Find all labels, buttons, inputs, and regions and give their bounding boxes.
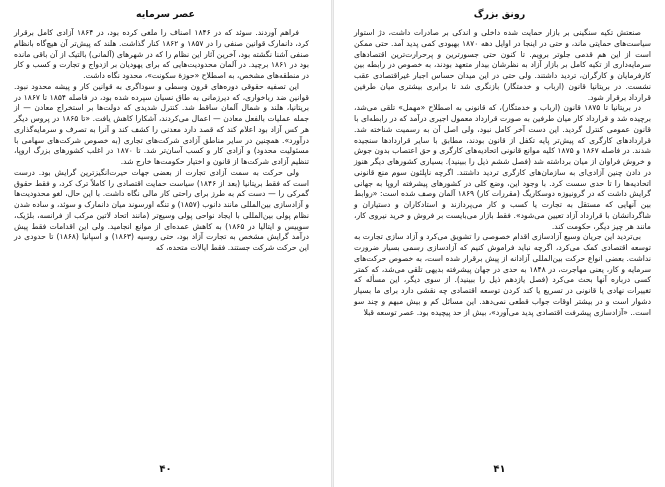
page-number-right: ۴۱: [493, 464, 506, 475]
page-number-left: ۴۰: [159, 464, 172, 475]
paragraph: صنعتش تکیه سنگینی بر بازار حمایت شده داخلی و اندکی بر صادرات داشت، دژ استوار سیاست‌های حمایتی ماند، و حتی در اینجا در اوایل دهه ۱۸۷۰ بهبودی کمی پدید آمد. حتی ممکن است از این هم قدمی جلوتر برویم. تا کنون حتی جسورترین و پرحرارت‌ترین اقتصادهای سرمایه‌داری از تکیه کامل بر بازار آزاد به نظرشان بیدار متعهد بودند، به خصوص در رابطه بین کارفرمایان و کارگران، تردید داشتند. ولی حتی در این میدان حساس اجبار غیراقتصادی عقب نشست. در بریتانیا قانون (ارباب و خدمتگار) بازنگری شد تا برابری بیشتری میان طرفین قرارداد برقرار شود.: [354, 28, 651, 102]
running-head-right: رونق بزرگ: [473, 9, 526, 20]
right-page: [334, 0, 665, 487]
left-page: [0, 0, 331, 487]
left-page-body: [14, 28, 309, 254]
right-page-body: [354, 28, 651, 318]
running-head-left: عصر سرمایه: [135, 9, 196, 20]
paragraph: فراهم آوردند. سوئد که در ۱۸۴۶ اصناف را ملغی کرده بود، در ۱۸۶۴ آزادی کامل برقرار کرد، دانمارک قوانین صنفی را در ۱۸۵۷ و ۱۸۶۲ کنار گذاشت. هلند که پیش‌تر آن هیچ‌گاه بانظام صنفی آشنا نگشته بود، آخرین آثار این نظام را که در شهرهای (آلمانی) بالتیک از آن باقی مانده بود در ۱۸۶۱ برچید. در آلمان محدودیت‌هایی که برای یهودیان بر ازدواج و تجارت و کسب و کار در منطقه‌های مشخص، به اصطلاح «حوزهٔ سکونت»، محدود نگاه داشت.: [14, 28, 309, 80]
paragraph: بی‌تردید این جریان وسیع آزادسازی اقدام خصوصی را تشویق می‌کرد و آزاد سازی تجارت به توسعه اقتصادی کمک می‌کرد، اگرچه نباید فراموش کنیم که آزادسازی رسمی بسیار ضرورت نداشت. بعضی انواع حرکت بین‌المللی آزادانه از پیش برقرار شده است، به خصوص حرکت‌های سرمایه و کار، یعنی مهاجرت، در ۱۸۴۸ به حدی در جهان پیشرفته بدیهی تلقی می‌شد، که کمتر کسی درباره آنها بحث می‌کرد (فصل یازدهم ذیل را ببینید). از سوی دیگر، این مسأله که تغییرات نهادی یا قانونی در تسریع یا کند کردن توسعه اقتصادی چه نقشی دارد برای ما بسیار دشوار است و در بیشتر اوقات جواب قطعی نمی‌دهد. این مسائل کم و بیش مبهم و چند سو است.. «آزادسازی پیشرفت اقتصادی پدید می‌آورد»، بیش از حد پیچیده بود. عصر توسعه قبلا: [354, 232, 651, 317]
paragraph: این تصفیه حقوقی دوره‌های قرون وسطی و سوداگری به قوانین کار و پیشه محدود نبود. قوانین ضد ربا‌خواری، که دیرزمانی به طاق نسیان سپرده شده بود، در فاصله ۱۸۵۴ تا ۱۸۶۷ در بریتانیا، هلند و شمال آلمان ساقط شد. کنترل شدیدی که دولت‌ها بر استخراج معادن — از جمله عملیات بالفعل معادن — اعمال می‌کردند، آشکارا کاهش یافت. «تا ۱۸۶۵ در پروس دیگر هر کس آزاد بود اعلام کند که قصد دارد معدنی را کشف کند و آنرا به تصرف و سرمایه‌گذاری درآورد». همچنین در سایر مناطق آزادی شرکت‌های تجاری (به خصوص شرکت‌های سهامی با مسئولیت محدود) و آزادی کار و کسب آسان‌تر شد. تا ۱۸۷۰ در اغلب کشورهای بزرگ اروپا، تنظیم آزادی شرکت‌ها از قانون و اختیار حکومت‌ها خارج شد.: [14, 81, 310, 166]
paragraph: ولی حرکت به سمت آزادی تجارت از بعضی جهات حیرت‌انگیزترین گرایش بود. درست است که فقط بریتانیا (بعد از ۱۸۴۶) سیاست حمایت اقتصادی را کاملاً ترک کرد، و فقط حقوق گمرکی را — دست کم به طرز برای راحتی کار مالی نگاه داشت. با این حال، لغو محدودیت‌ها و آزادسازی بین‌المللی مانند دانوب (۱۸۵۷) و تنگه اورسوند میان دانمارک و سوئد، و ساده شدن نظام پولی بین‌المللی با ایجاد نواحی پولی وسیع‌تر (مانند اتحاد لاتین مرکب از فرانسه، بلژیک، سوییس و ایتالیا در ۱۸۶۵) به کاهش عمده‌ای از موانع انجامید. ولی این اقدامات فقط پیش درآمد گرایش مشخص به تجارت آزاد بود، حتی روسیه (۱۸۶۳) و اسپانیا (۱۸۶۸) تا حدودی در این حرکت شرکت جستند. فقط ایالات متحده، که: [14, 167, 310, 252]
paragraph: در بریتانیا تا ۱۸۷۵ قانون (ارباب و خدمتگار)، که قانونی به اصطلاح «مهمل» تلقی می‌شد، برچیده شد و قرارداد کار میان طرفین به صورت قرارداد معمول اجیری درآمد که در رابطه‌ای با قانون عمومی کنترل گردید. این دست آخر کامل نبود، ولی اصل آن به رسمیت شناخته شد. قراردادهای کارگری که پیش‌تر پایه تکفل از قانون بودند، مطابق با سایر قراردادها سنجیده شدند. در فاصله ۱۸۶۷ و ۱۸۷۵ کلیه موانع قانونی اتحادیه‌های کارگری و حق اعتصاب بدون جوش و خروش فراوان از میان برداشته شد (فصل ششم ذیل را ببینید). بسیاری کشورهای دیگر هنوز در دادن چنین آزادی‌ای به سازمان‌های کارگری تردید داشتند. اگرچه ناپلئون سوم منع قانونی اتحادیه‌ها را تا حدی سست کرد. با وجود این، وضع کلی در کشورهای پیشرفته اروپا به جهانی گرایش داشت که در گرونیوزه دوسکاریگ (مقررات کار) ۱۸۶۹ آلمان وصف شده است: «روابط بین آنهایی که مستقل به تجارت یا کسب و کار می‌پردازند و استادکاران و دستیاران و شاگردانشان با قرارداد آزاد تعیین می‌شود». فقط بازار می‌بایست بر فروش و خرید نیروی کار، مانند هر چیز دیگر، حکومت کند.: [354, 103, 652, 231]
